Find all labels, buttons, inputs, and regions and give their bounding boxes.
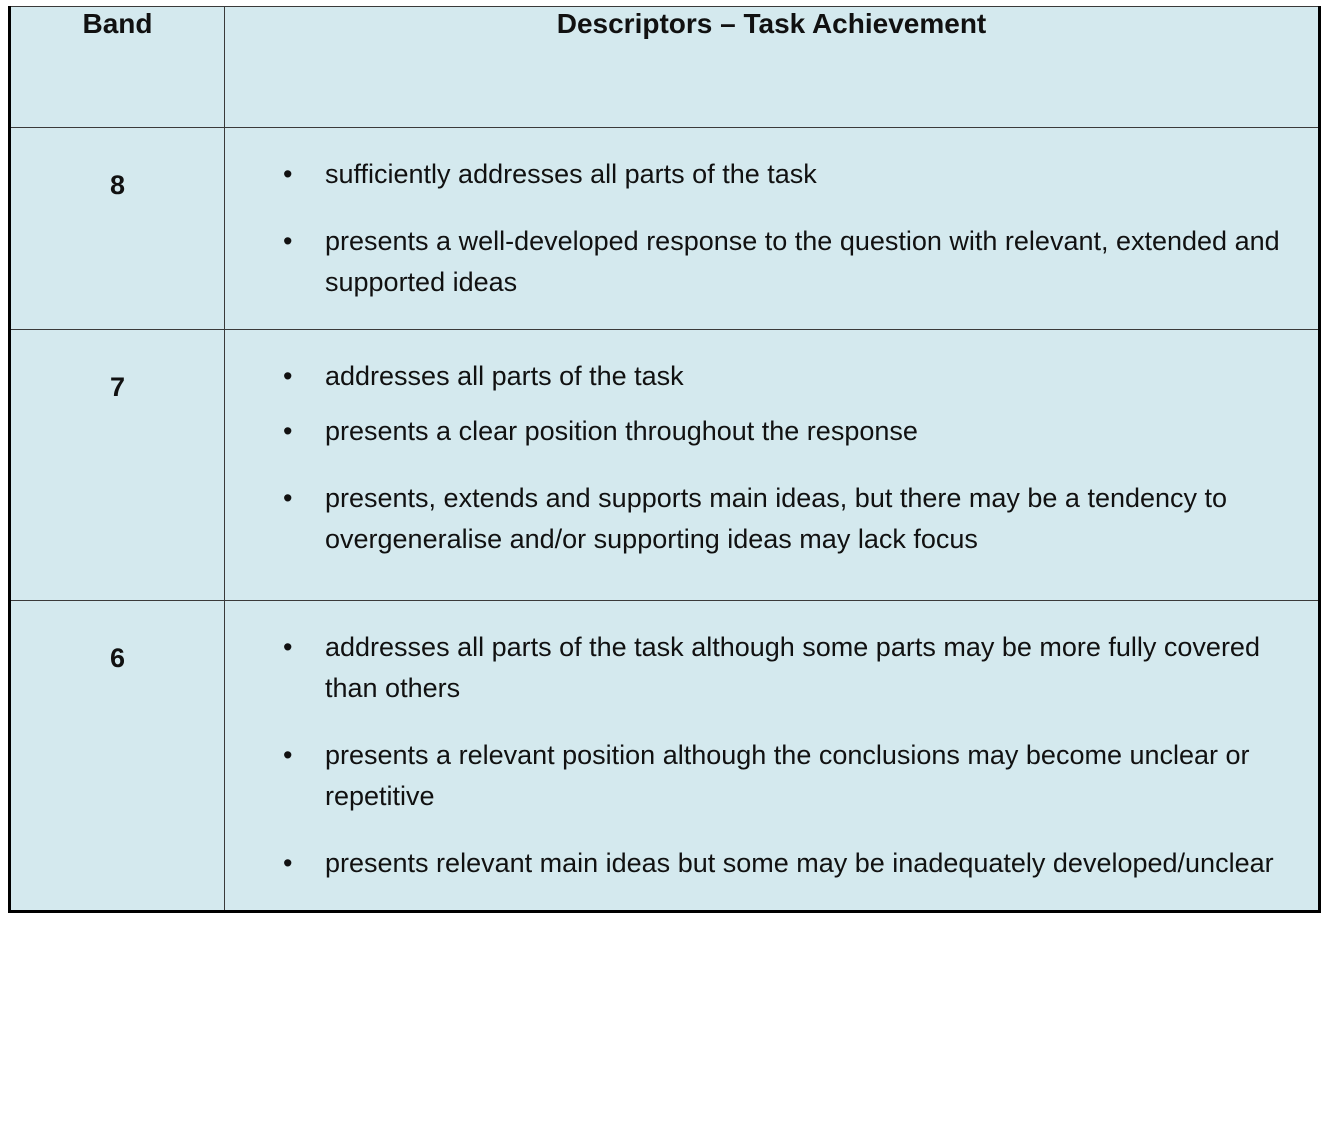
descriptor-list xyxy=(263,627,1292,884)
list-item-text: presents relevant main ideas but some may be inadequately developed/unclear xyxy=(325,848,1274,879)
bullet-icon: • xyxy=(283,226,293,257)
bullet-icon: • xyxy=(283,848,293,879)
list-item-text: presents a relevant position although the conclusions may become unclear or repetitive xyxy=(325,740,1250,812)
bullet-icon: • xyxy=(283,483,293,514)
list-item xyxy=(263,843,1292,884)
list-item xyxy=(263,154,1292,195)
band-descriptors-table xyxy=(8,6,1321,913)
table-row xyxy=(10,330,1320,601)
list-item-text: sufficiently addresses all parts of the task xyxy=(325,159,817,189)
table-body xyxy=(10,128,1320,912)
column-header-descriptors: Descriptors – Task Achievement xyxy=(225,7,1320,128)
list-item-text: presents, extends and supports main ideas, but there may be a tendency to overgeneralise and/or supporting ideas may lack focus xyxy=(325,483,1228,555)
list-item xyxy=(263,627,1292,709)
list-item-text: presents a well-developed response to the question with relevant, extended and supported ideas xyxy=(325,226,1280,298)
list-item xyxy=(263,221,1292,303)
table-row xyxy=(10,601,1320,912)
descriptor-cell xyxy=(225,128,1320,330)
list-item-text: addresses all parts of the task xyxy=(325,361,684,392)
bullet-icon: • xyxy=(283,740,293,771)
list-item-text: addresses all parts of the task although some parts may be more fully covered than others xyxy=(325,632,1260,704)
header-row xyxy=(10,7,1320,128)
descriptor-cell xyxy=(225,330,1320,601)
band-value: 6 xyxy=(10,601,225,912)
table-header xyxy=(10,7,1320,128)
table-row xyxy=(10,128,1320,330)
band-value: 7 xyxy=(10,330,225,601)
bullet-icon: • xyxy=(283,159,293,189)
bullet-icon: • xyxy=(283,632,293,663)
descriptor-list xyxy=(263,154,1292,303)
list-item xyxy=(263,478,1292,560)
bullet-icon: • xyxy=(283,361,293,392)
descriptor-list xyxy=(263,356,1292,560)
column-header-band: Band xyxy=(10,7,225,128)
descriptor-cell xyxy=(225,601,1320,912)
bullet-icon: • xyxy=(283,416,293,447)
list-item-text: presents a clear position throughout the response xyxy=(325,416,918,447)
list-item xyxy=(263,735,1292,817)
list-item xyxy=(263,411,1292,452)
band-value: 8 xyxy=(10,128,225,330)
list-item xyxy=(263,356,1292,397)
